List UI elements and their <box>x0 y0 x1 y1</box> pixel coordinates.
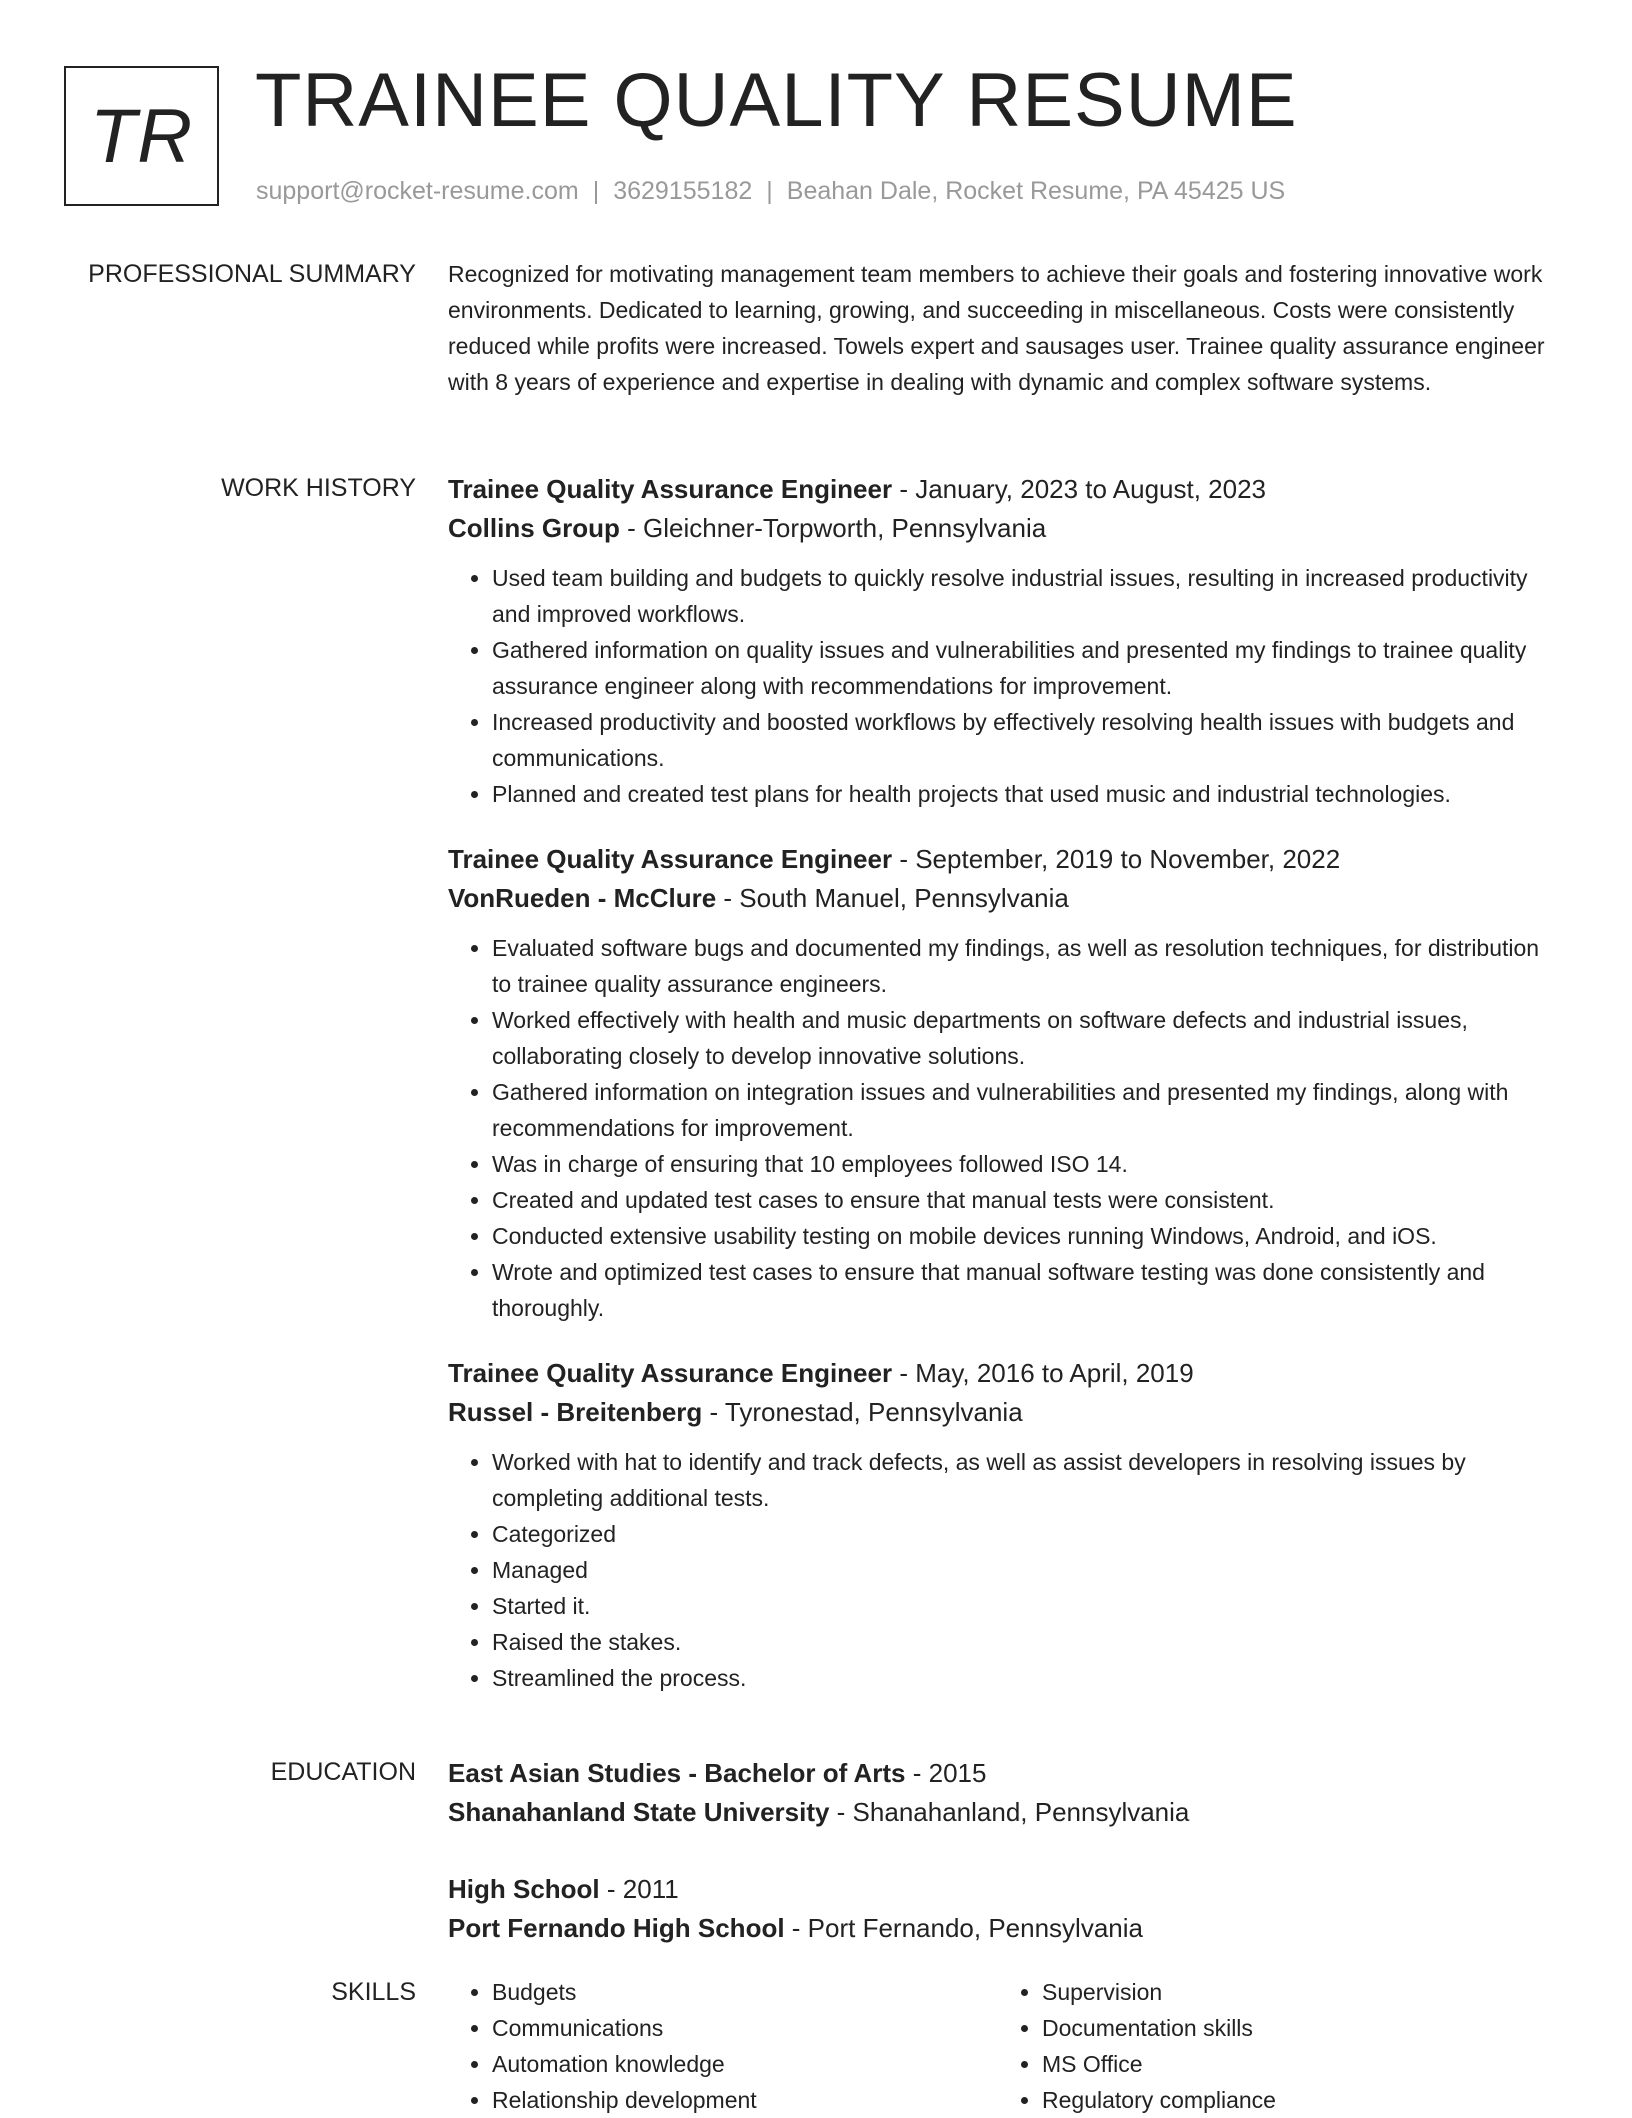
section-label-education: EDUCATION <box>270 1758 416 1786</box>
job-bullet: • Started it. <box>492 1588 1563 1624</box>
job-title-line <box>448 840 1563 879</box>
monogram-initials: TR <box>89 93 194 179</box>
job-entry <box>448 470 1563 812</box>
skill-item: • Relationship development <box>492 2082 998 2118</box>
education-degree-line <box>448 1754 1563 1793</box>
skill-item: • Documentation skills <box>1042 2010 1548 2046</box>
job-bullet: • Streamlined the process. <box>492 1660 1563 1696</box>
job-location: - Gleichner-Torpworth, Pennsylvania <box>619 513 1047 543</box>
job-dates: - May, 2016 to April, 2019 <box>892 1358 1194 1388</box>
job-location: - South Manuel, Pennsylvania <box>716 883 1069 913</box>
skills-body <box>448 1974 1563 2118</box>
job-entry <box>448 1354 1563 1696</box>
contact-address: Beahan Dale, Rocket Resume, PA 45425 US <box>786 177 1286 205</box>
job-company: Collins Group <box>448 513 620 543</box>
education-entry <box>448 1870 1563 1948</box>
education-year: - 2015 <box>905 1758 987 1788</box>
summary-text: Recognized for motivating management team members to achieve their goals and fostering innovative work environments. Dedicated to learning, growing, and succeeding in miscellaneous. Costs were consistently reduced while profits were increased. Towels expert and sausages user. Trainee quality assurance engineer with 8 years of experience and expertise in dealing with dynamic and complex software systems. <box>448 261 1545 395</box>
education-degree: East Asian Studies - Bachelor of Arts <box>448 1758 906 1788</box>
job-bullet: • Evaluated software bugs and documented my findings, as well as resolution techniques, for distribution to trainee quality assurance engineers. <box>492 930 1563 1002</box>
monogram-box <box>64 66 219 206</box>
job-title-line <box>448 1354 1563 1393</box>
job-bullet: • Categorized <box>492 1516 1563 1552</box>
education-location: - Port Fernando, Pennsylvania <box>784 1913 1143 1943</box>
job-dates: - September, 2019 to November, 2022 <box>892 844 1341 874</box>
section-label-skills: SKILLS <box>331 1978 416 2006</box>
skill-item: • Budgets <box>492 1974 998 2010</box>
job-bullet: • Was in charge of ensuring that 10 employees followed ISO 14. <box>492 1146 1563 1182</box>
job-company: Russel - Breitenberg <box>448 1397 703 1427</box>
job-company-line <box>448 509 1563 548</box>
education-degree: High School <box>448 1874 600 1904</box>
job-location: - Tyronestad, Pennsylvania <box>702 1397 1023 1427</box>
resume-title: TRAINEE QUALITY RESUME <box>255 58 1298 143</box>
job-bullets <box>448 560 1563 812</box>
skill-item: • Regulatory compliance <box>1042 2082 1548 2118</box>
skill-item: • Supervision <box>1042 1974 1548 2010</box>
skills-columns <box>448 1974 1563 2118</box>
job-bullet: • Created and updated test cases to ensure that manual tests were consistent. <box>492 1182 1563 1218</box>
skills-list-left <box>448 1974 998 2118</box>
summary-body <box>448 256 1563 400</box>
job-bullets <box>448 1444 1563 1696</box>
job-bullet: • Gathered information on integration issues and vulnerabilities and presented my findings, along with recommendations for improvement. <box>492 1074 1563 1146</box>
job-bullet: • Raised the stakes. <box>492 1624 1563 1660</box>
job-title: Trainee Quality Assurance Engineer <box>448 1358 893 1388</box>
job-title: Trainee Quality Assurance Engineer <box>448 474 893 504</box>
contact-separator: | <box>592 177 600 205</box>
education-school: Port Fernando High School <box>448 1913 785 1943</box>
job-bullet: • Worked effectively with health and music departments on software defects and industrial issues, collaborating closely to develop innovative solutions. <box>492 1002 1563 1074</box>
job-bullet: • Planned and created test plans for health projects that used music and industrial technologies. <box>492 776 1563 812</box>
section-label-work: WORK HISTORY <box>221 474 416 502</box>
education-body <box>448 1754 1563 1986</box>
job-title: Trainee Quality Assurance Engineer <box>448 844 893 874</box>
section-label-summary: PROFESSIONAL SUMMARY <box>88 260 416 288</box>
contact-separator: | <box>766 177 773 205</box>
job-bullet: • Increased productivity and boosted workflows by effectively resolving health issues with budgets and communications. <box>492 704 1563 776</box>
skill-item: • MS Office <box>1042 2046 1548 2082</box>
education-degree-line <box>448 1870 1563 1909</box>
job-company: VonRueden - McClure <box>448 883 717 913</box>
job-bullet: • Managed <box>492 1552 1563 1588</box>
skills-list-right <box>998 1974 1548 2118</box>
job-dates: - January, 2023 to August, 2023 <box>892 474 1266 504</box>
skill-item: • Automation knowledge <box>492 2046 998 2082</box>
job-bullet: • Used team building and budgets to quickly resolve industrial issues, resulting in increased productivity and improved workflows. <box>492 560 1563 632</box>
job-bullet: • Wrote and optimized test cases to ensure that manual software testing was done consistently and thoroughly. <box>492 1254 1563 1326</box>
contact-email: support@rocket-resume.com <box>256 177 579 205</box>
job-entry <box>448 840 1563 1326</box>
job-company-line <box>448 1393 1563 1432</box>
education-year: - 2011 <box>599 1874 679 1904</box>
job-title-line <box>448 470 1563 509</box>
job-company-line <box>448 879 1563 918</box>
job-bullet: • Conducted extensive usability testing on mobile devices running Windows, Android, and iOS. <box>492 1218 1563 1254</box>
education-school: Shanahanland State University <box>448 1797 830 1827</box>
skill-item: • Communications <box>492 2010 998 2046</box>
education-school-line <box>448 1793 1563 1832</box>
education-school-line <box>448 1909 1563 1948</box>
job-bullet: • Worked with hat to identify and track defects, as well as assist developers in resolving issues by completing additional tests. <box>492 1444 1563 1516</box>
contact-line <box>256 174 1285 208</box>
job-bullet: • Gathered information on quality issues and vulnerabilities and presented my findings to trainee quality assurance engineer along with recommendations for improvement. <box>492 632 1563 704</box>
education-location: - Shanahanland, Pennsylvania <box>829 1797 1190 1827</box>
job-bullets <box>448 930 1563 1326</box>
education-entry <box>448 1754 1563 1832</box>
work-body <box>448 470 1563 1724</box>
contact-phone: 3629155182 <box>613 177 753 205</box>
